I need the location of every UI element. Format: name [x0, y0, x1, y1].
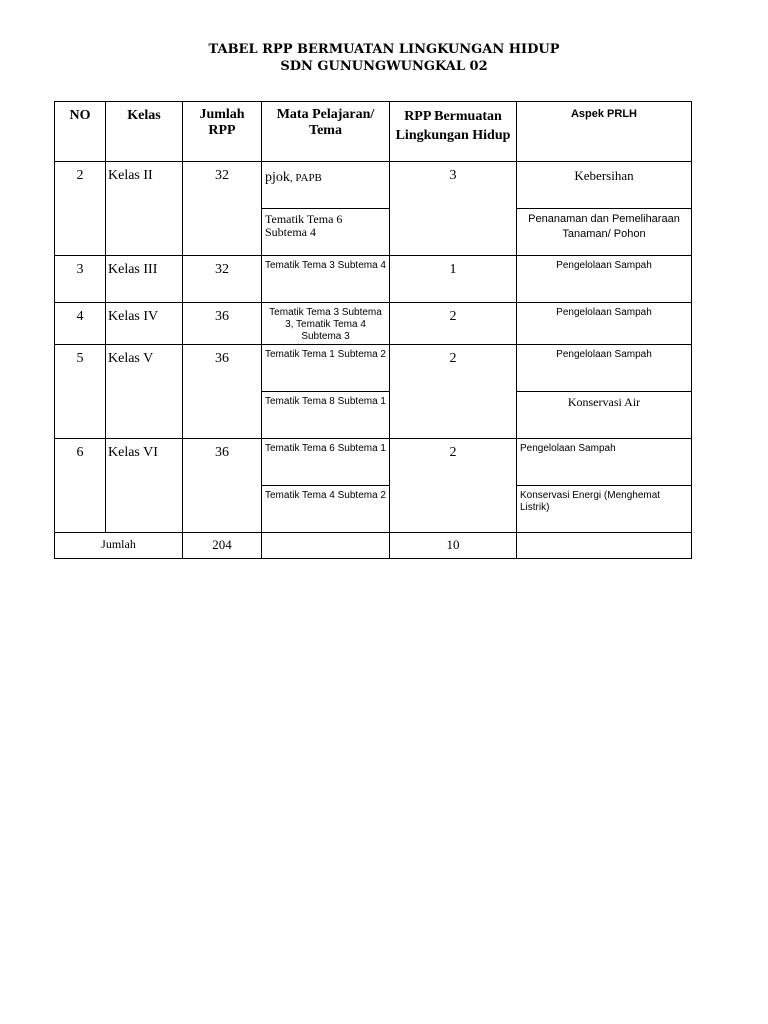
cell-aspek: Konservasi Air [517, 392, 692, 439]
cell-jumlah: 36 [183, 439, 262, 533]
rpp-table [54, 101, 692, 559]
cell-kelas: Kelas VI [106, 439, 183, 533]
cell-rpp-lh: 2 [390, 439, 517, 533]
header-row [55, 102, 692, 162]
cell-rpp-lh: 1 [390, 256, 517, 303]
cell-no: 4 [55, 303, 106, 345]
cell-mapel: Tematik Tema 3 Subtema 3, Tematik Tema 4 Subtema 3 [262, 303, 390, 345]
total-jumlah: 204 [183, 533, 262, 559]
cell-no: 5 [55, 345, 106, 439]
total-aspek-empty [517, 533, 692, 559]
cell-mapel: Tematik Tema 6 Subtema 1 [262, 439, 390, 486]
header-jumlah-rpp: Jumlah RPP [183, 102, 262, 162]
total-rpp-lh: 10 [390, 533, 517, 559]
cell-mapel: Tematik Tema 1 Subtema 2 [262, 345, 390, 392]
cell-aspek: Pengelolaan Sampah [517, 439, 692, 486]
cell-rpp-lh: 2 [390, 303, 517, 345]
header-kelas: Kelas [106, 102, 183, 162]
cell-kelas: Kelas V [106, 345, 183, 439]
cell-jumlah: 36 [183, 345, 262, 439]
total-row [55, 533, 692, 559]
mapel-text: , PAPB [289, 172, 322, 184]
cell-no: 3 [55, 256, 106, 303]
header-mata-pelajaran: Mata Pelajaran/ Tema [262, 102, 390, 162]
cell-aspek: Penanaman dan Pemeliharaan Tanaman/ Pohon [517, 209, 692, 256]
cell-kelas: Kelas II [106, 162, 183, 256]
table-row [55, 345, 692, 392]
header-aspek-prlh: Aspek PRLH [517, 102, 692, 162]
cell-aspek: Pengelolaan Sampah [517, 256, 692, 303]
cell-no: 6 [55, 439, 106, 533]
cell-aspek: Pengelolaan Sampah [517, 345, 692, 392]
table-row [55, 256, 692, 303]
cell-rpp-lh: 2 [390, 345, 517, 439]
cell-mapel: Tematik Tema 4 Subtema 2 [262, 486, 390, 533]
cell-mapel: Tematik Tema 6 Subtema 4 [262, 209, 390, 256]
cell-jumlah: 32 [183, 256, 262, 303]
table-row [55, 162, 692, 209]
cell-aspek: Kebersihan [517, 162, 692, 209]
table-row [55, 439, 692, 486]
cell-aspek: Pengelolaan Sampah [517, 303, 692, 345]
cell-kelas: Kelas III [106, 256, 183, 303]
cell-rpp-lh: 3 [390, 162, 517, 256]
cell-aspek: Konservasi Energi (Menghemat Listrik) [517, 486, 692, 533]
total-mapel-empty [262, 533, 390, 559]
cell-jumlah: 36 [183, 303, 262, 345]
school-name: SDN GUNUNGWUNGKAL 02 [280, 59, 488, 74]
cell-mapel: Tematik Tema 3 Subtema 4 [262, 256, 390, 303]
header-rpp-lingkungan-hidup: RPP Bermuatan Lingkungan Hidup [390, 102, 517, 162]
cell-no: 2 [55, 162, 106, 256]
mapel-text: pjok [265, 170, 290, 185]
table-row [55, 303, 692, 345]
cell-jumlah: 32 [183, 162, 262, 256]
cell-kelas: Kelas IV [106, 303, 183, 345]
cell-mapel: Tematik Tema 8 Subtema 1 [262, 392, 390, 439]
document-title: TABEL RPP BERMUATAN LINGKUNGAN HIDUP [208, 42, 560, 57]
header-no: NO [55, 102, 106, 162]
total-label: Jumlah [55, 533, 183, 559]
cell-mapel [262, 162, 390, 209]
